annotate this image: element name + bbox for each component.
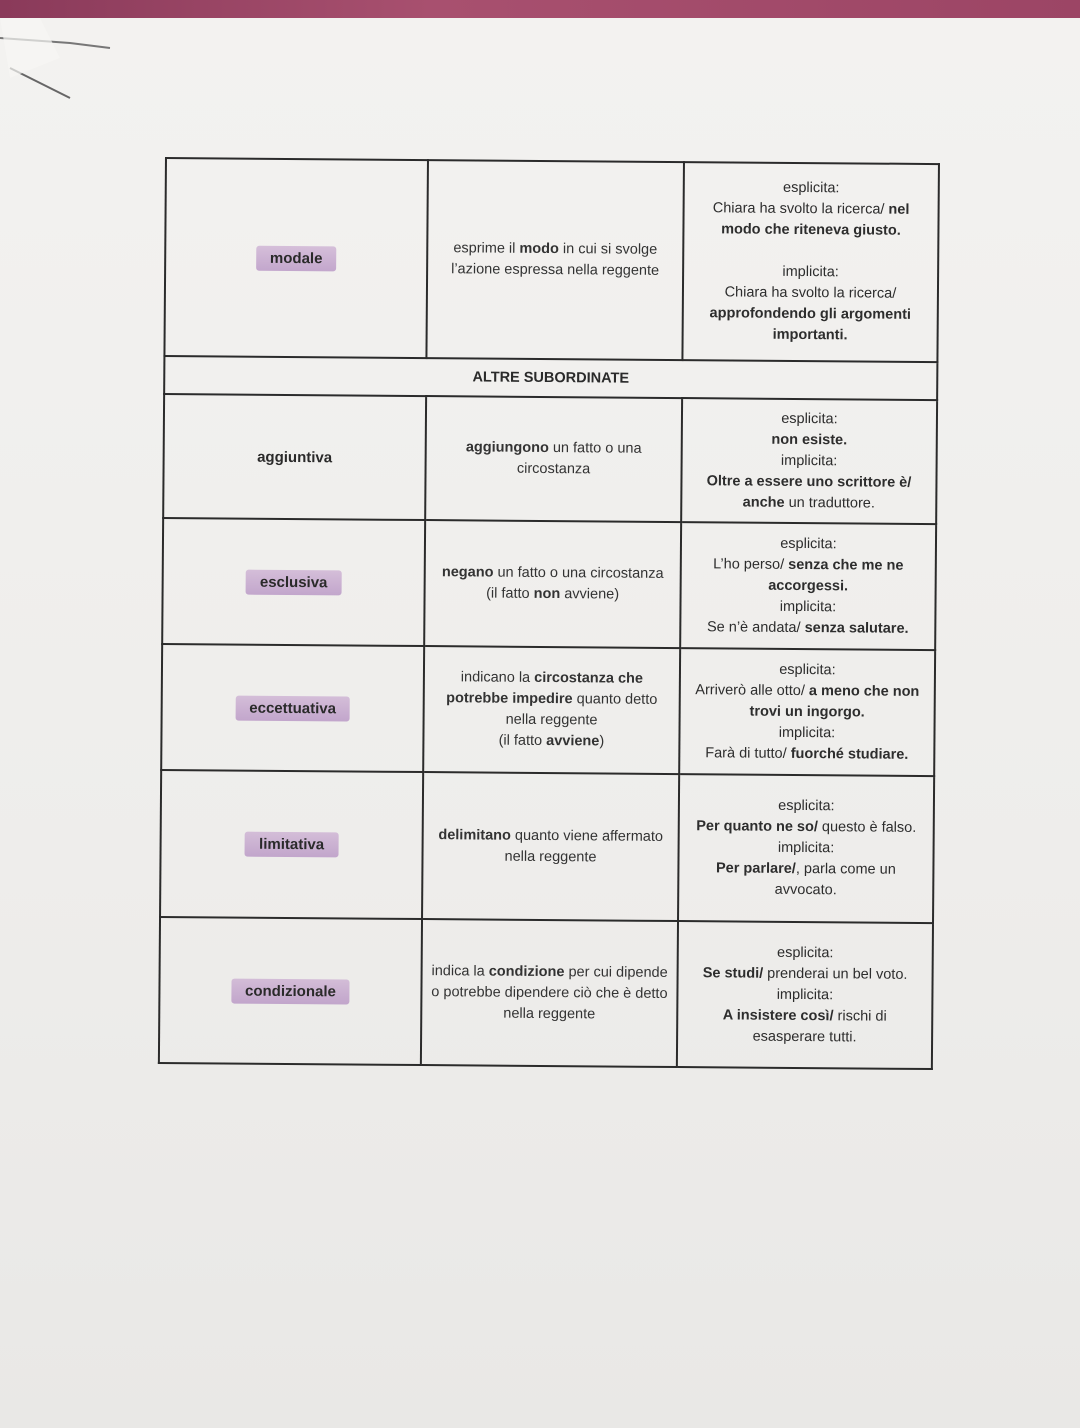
clause-name-cell [163,394,426,520]
clause-name: condizionale [231,978,350,1004]
clause-name: esclusiva [246,569,342,595]
background-top-band [0,0,1080,20]
clause-name-cell [162,518,425,646]
table-row [163,394,937,524]
table-row [160,770,934,923]
example-cell: esplicita: Per quanto ne so/ questo è falso. implicita: Per parlare/, parla come un avvocato. [678,774,934,923]
description-cell: negano un fatto o una circostanza (il fatto non avviene) [424,520,681,648]
section-header-row [164,356,937,400]
example-cell: esplicita: non esiste. implicita: Oltre a essere uno scrittore è/ anche un traduttore. [681,398,937,524]
table-row [161,644,935,776]
table-row [162,518,936,650]
example-cell: esplicita: Se studi/ prenderai un bel voto. implicita: A insistere così/ rischi di esasperare tutti. [677,921,933,1069]
page-corner-fold [0,18,120,108]
example-cell: esplicita: Arriverò alle otto/ a meno che non trovi un ingorgo. implicita: Farà di tutto/ fuorché studiare. [679,648,935,776]
description-cell: indicano la circostanza che potrebbe impedire quanto detto nella reggente (il fatto avviene) [423,646,680,774]
description-cell: aggiungono un fatto o una circostanza [425,396,682,522]
clause-name-cell [161,644,424,772]
clause-name: limitativa [245,832,338,858]
table-row [164,158,939,362]
table-row [159,917,933,1069]
section-header: ALTRE SUBORDINATE [164,356,937,400]
description-cell: esprime il modo in cui si svolge l’azione espressa nella reggente [426,160,684,360]
description-cell: delimitano quanto viene affermato nella reggente [422,772,679,921]
clause-name: modale [256,245,337,271]
clause-name: aggiuntiva [257,448,333,466]
clause-name-cell [164,158,428,358]
example-cell: esplicita: L’ho perso/ senza che me ne accorgessi. implicita: Se n’è andata/ senza salutare. [680,522,936,650]
subordinate-clauses-table [158,157,940,1070]
clause-name-cell [160,770,423,919]
example-cell: esplicita: Chiara ha svolto la ricerca/ nel modo che riteneva giusto. implicita: Chiara ha svolto la ricerca/ approfondendo gli argomenti importanti. [682,162,939,362]
description-cell: indica la condizione per cui dipende o potrebbe dipendere ciò che è detto nella reggente [421,919,678,1067]
clause-name-cell [159,917,422,1065]
clause-name: eccettuativa [235,695,350,721]
